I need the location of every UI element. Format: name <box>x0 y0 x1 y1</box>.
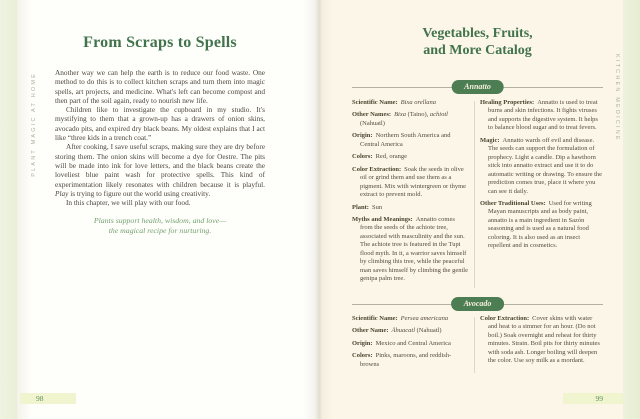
catalog-entry: Origin: Northern South America and Central America <box>352 132 451 148</box>
catalog-entry: Origin: Mexico and Central America <box>352 339 451 347</box>
catalog-entry: Color Extraction: Cover skins with water and heat to a simmer for an hour. (Do not boil.) Soak overnight and reheat for thirty minutes. Strain. Boil pits for thirty minutes with soda ash. Longer boiling will deepen the color. Use soy milk as a mordant. <box>480 315 600 365</box>
right-page-edge <box>623 0 640 419</box>
paragraph: Another way we can help the earth is to reduce our food waste. One method to do this is to collect kitchen scraps and turn them into magic spells, art projects, and medicine. What's left can become compost and then part of the soil again, ready to nourish new life. <box>55 68 265 105</box>
entry-label: Healing Properties: <box>480 99 535 106</box>
chapter-title: From Scraps to Spells <box>83 34 237 51</box>
catalog-entry: Other Names: Bixa (Taino), achiotl (Nahuatl) <box>352 111 448 127</box>
quote-line: Plants support health, wisdom, and love— <box>93 216 227 226</box>
entry-label: Myths and Meanings: <box>352 215 413 223</box>
catalog-entry: Other Traditional Uses: Used for writing Mayan manuscripts and as body paint, annatto is a main ingredient in Sazón seasoning and is used as a natural food coloring. It is also used as an insect repellent and in cosmetics. <box>480 199 592 250</box>
catalog-title-line: Vegetables, Fruits, <box>422 26 533 41</box>
entry-label: Scientific Name: <box>352 99 398 106</box>
entry-label: Colors: <box>352 352 373 360</box>
annatto-right-column <box>480 99 603 288</box>
catalog-entry: Healing Properties: Annatto is used to treat burns and skin infections. It fights viruses and supports the digestive system. It helps to balance blood sugar and to treat fevers. <box>480 99 598 132</box>
avocado-left-column <box>352 315 469 373</box>
column-divider <box>474 317 475 373</box>
paragraph: After cooking, I save useful scraps, making sure they are dry before storing them. The onion skins will become a dye for Oestre. The pits will be made into ink for love letters, and the black beans create the loveliest blue paint wash for protective spells. This kind of experimentation likely resonates with children because it is playful. Play is trying to figure out the world using creativity. <box>55 142 265 198</box>
catalog-entry: Other Name: Āhuacatl (Nahuatl) <box>352 327 442 335</box>
catalog-entry: Scientific Name: Bixa orellana <box>352 99 436 106</box>
right-spine-title: KITCHEN MEDICINE <box>614 54 620 142</box>
left-page-edge <box>0 0 17 419</box>
section-badge: Annatto <box>451 80 504 94</box>
paragraph: Children like to investigate the cupboard in my studio. It's mystifying to them that a grown-up has a drawers of onion skins, avocado pits, and expired dry black beans. My oldest explains that I act like “three kids in a trench coat.” <box>55 105 265 143</box>
catalog-entry: Scientific Name: Persea americana <box>352 315 449 322</box>
catalog-entry: Myths and Meanings: Annatto comes from the seeds of the achiote tree, associated with masculinity and the sun. The achiote tree is featured in the Tupi flood myth. In it, a warrior saves himself by climbing this tree, while the peaceful man saves himself by climbing the gentle genipa palm tree. <box>352 215 468 283</box>
entry-label: Other Traditional Uses: <box>480 199 546 207</box>
left-spine-title: PLANT MAGIC AT HOME <box>31 72 37 177</box>
section-header-avocado <box>352 297 603 312</box>
entry-label: Origin: <box>352 132 373 140</box>
right-page <box>319 0 623 419</box>
left-page <box>17 0 319 419</box>
quote-line: the magical recipe for nurturing. <box>108 226 212 236</box>
avocado-right-column <box>480 315 603 373</box>
catalog-entry: Color Extraction: Soak the seeds in olive oil or grind them and use them as a pigment. Mix with wintergreen or thyme extract to prevent mold. <box>352 165 467 199</box>
column-divider <box>474 101 475 288</box>
entry-label: Other Name: <box>352 327 389 335</box>
entry-label: Scientific Name: <box>352 315 398 322</box>
catalog-title-line: and More Catalog <box>423 42 532 58</box>
entry-label: Other Names: <box>352 111 392 119</box>
annatto-left-column <box>352 99 469 288</box>
section-badge: Avocado <box>451 297 505 311</box>
paragraph: In this chapter, we will play with our food. <box>66 198 191 208</box>
entry-label: Colors: <box>352 153 373 161</box>
entry-label: Color Extraction: <box>480 315 530 322</box>
catalog-title <box>352 26 603 59</box>
catalog-entry: Colors: Red, orange <box>352 153 407 161</box>
entry-label: Magic: <box>480 136 500 144</box>
avocado-columns <box>352 315 603 373</box>
page-number-right: 99 <box>563 393 623 404</box>
entry-label: Color Extraction: <box>352 165 402 173</box>
chapter-body <box>55 68 265 236</box>
catalog-entry: Colors: Pinks, maroons, and reddish-browns <box>352 352 452 368</box>
page-number-left: 98 <box>20 393 76 404</box>
catalog-entry: Plant: Sun <box>352 203 383 211</box>
annatto-columns <box>352 99 603 288</box>
entry-label: Origin: <box>352 339 373 347</box>
section-header-annatto <box>352 80 603 95</box>
entry-label: Plant: <box>352 203 369 211</box>
epigraph-quote <box>55 216 265 236</box>
catalog-entry: Magic: Annatto wards off evil and disease. The seeds can support the formulation of prophecy. Light a candle. Dip a hawthorn stick into annatto extract and use it to do automatic writing or drawing. To ensure the prediction comes true, place it where you can see it daily. <box>480 136 603 195</box>
